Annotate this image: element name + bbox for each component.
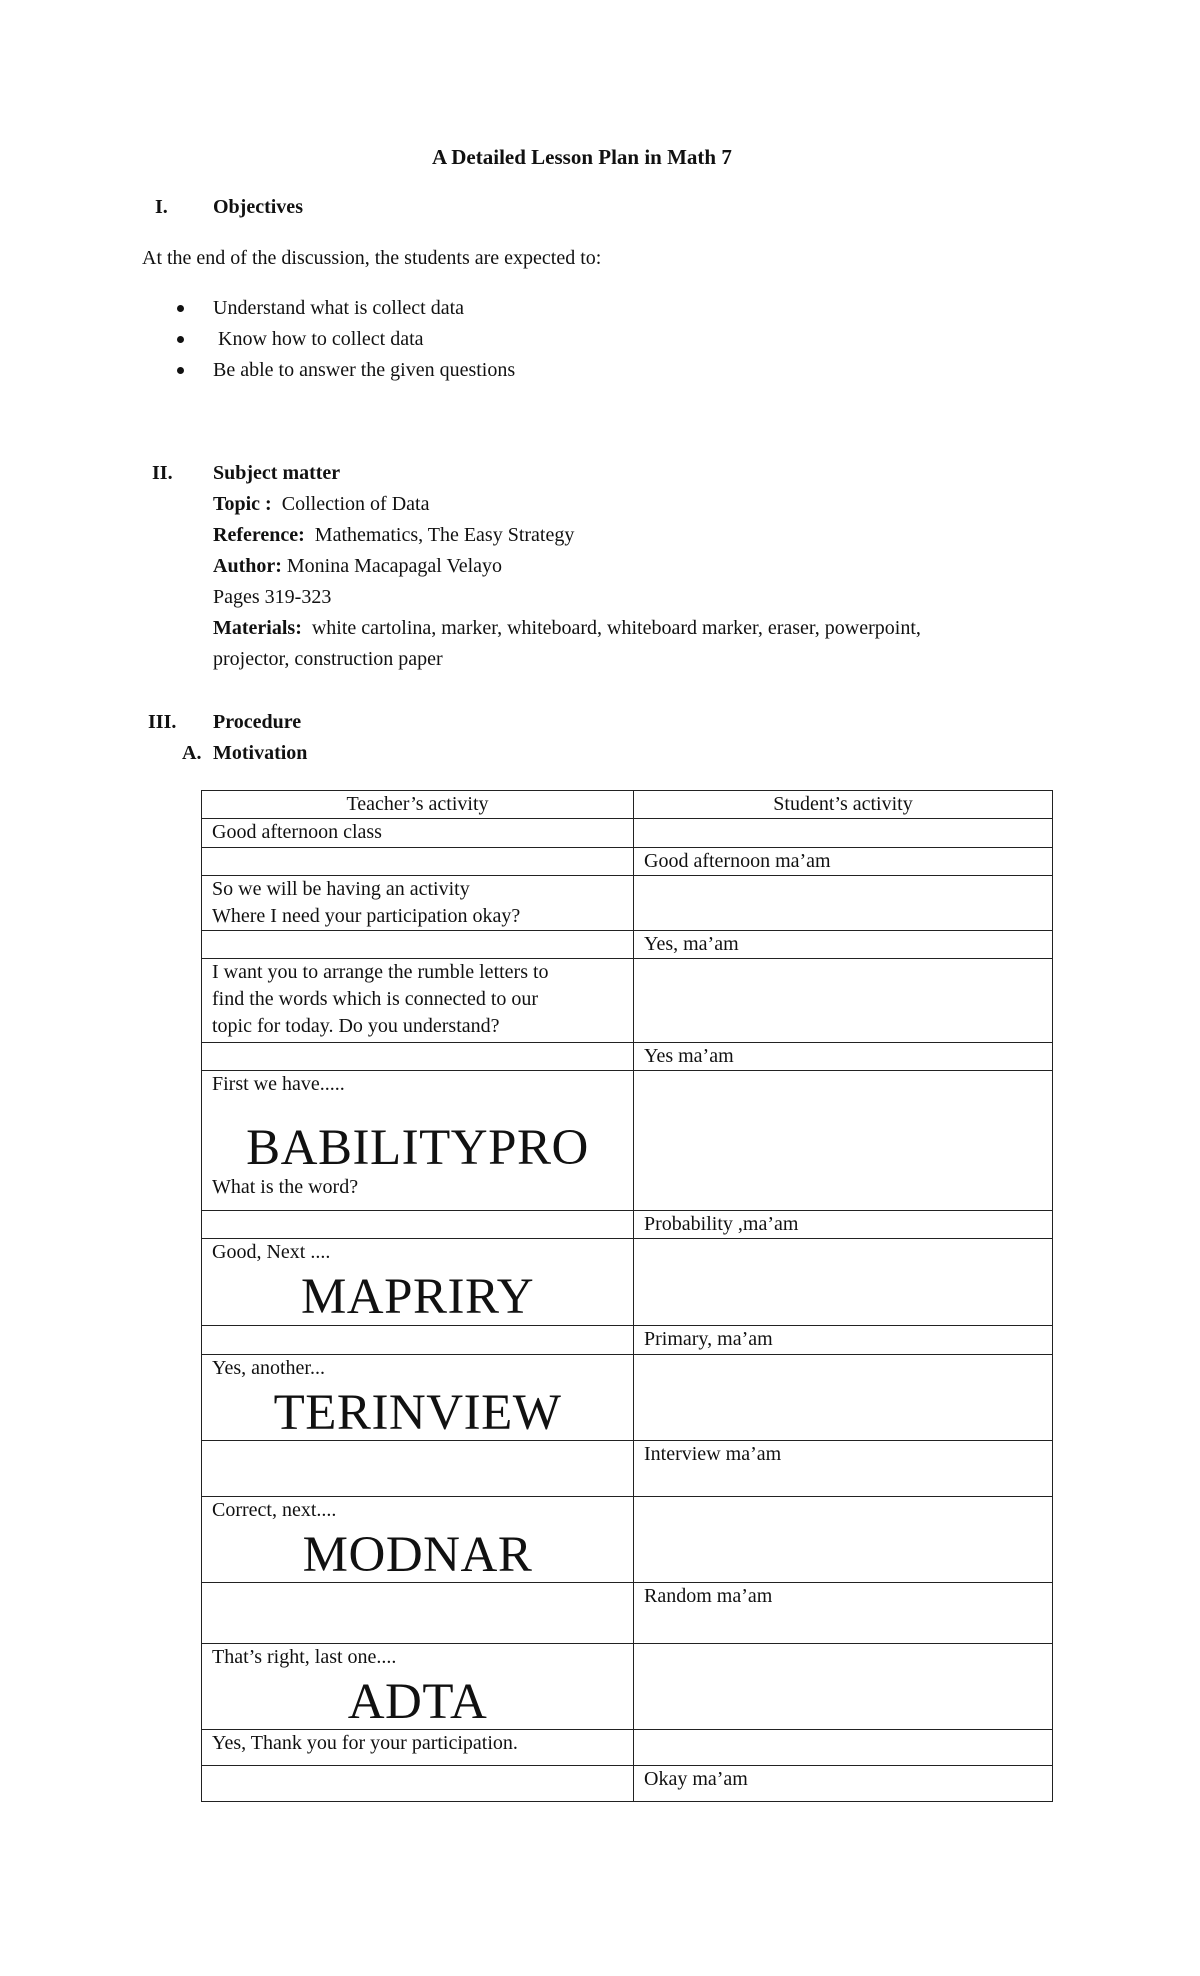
teacher-cell bbox=[202, 959, 634, 1043]
reference-label: Reference: bbox=[213, 524, 305, 546]
subsection-heading-motivation: Motivation bbox=[213, 742, 308, 764]
table-row bbox=[202, 819, 1053, 848]
teacher-cell bbox=[202, 1071, 634, 1211]
reference-line bbox=[213, 524, 574, 547]
table-row bbox=[202, 959, 1053, 1043]
teacher-line: So we will be having an activity bbox=[212, 878, 470, 900]
section-numeral-subject: II. bbox=[152, 462, 173, 484]
teacher-line: Where I need your participation okay? bbox=[212, 905, 521, 927]
table-row bbox=[202, 1211, 1053, 1239]
scrambled-word: ADTA bbox=[347, 1674, 488, 1730]
teacher-cell bbox=[202, 1766, 634, 1802]
teacher-line: Correct, next.... bbox=[212, 1499, 337, 1521]
student-cell bbox=[634, 1071, 1053, 1211]
bullet-icon bbox=[177, 305, 184, 312]
student-cell bbox=[634, 1644, 1053, 1730]
teacher-line: That’s right, last one.... bbox=[212, 1646, 397, 1668]
bullet-icon bbox=[177, 367, 184, 374]
teacher-cell bbox=[202, 1497, 634, 1583]
table-header-row bbox=[202, 791, 1053, 819]
scrambled-word: MODNAR bbox=[302, 1527, 533, 1583]
bullet-icon bbox=[177, 336, 184, 343]
table-row bbox=[202, 1355, 1053, 1441]
table-row bbox=[202, 931, 1053, 959]
teacher-cell: Yes, Thank you for your participation. bbox=[202, 1730, 634, 1766]
teacher-cell bbox=[202, 848, 634, 876]
objective-item: Be able to answer the given questions bbox=[213, 359, 516, 381]
teacher-cell bbox=[202, 1441, 634, 1497]
materials-value: white cartolina, marker, whiteboard, whiteboard marker, eraser, powerpoint, bbox=[311, 617, 921, 639]
table-row bbox=[202, 1043, 1053, 1071]
author-line bbox=[213, 555, 502, 578]
table-row bbox=[202, 1239, 1053, 1326]
student-cell: Yes, ma’am bbox=[634, 931, 1053, 959]
student-cell: Random ma’am bbox=[634, 1583, 1053, 1644]
materials-line bbox=[213, 617, 921, 640]
materials-label: Materials: bbox=[213, 617, 302, 639]
subsection-letter: A. bbox=[182, 742, 202, 764]
scrambled-word: BABILITYPRO bbox=[246, 1120, 589, 1176]
section-heading-objectives: Objectives bbox=[213, 196, 303, 218]
table-row bbox=[202, 876, 1053, 931]
student-cell bbox=[634, 1730, 1053, 1766]
student-cell bbox=[634, 1497, 1053, 1583]
table-row bbox=[202, 1730, 1053, 1766]
topic-label: Topic : bbox=[213, 493, 272, 515]
header-teacher-activity: Teacher’s activity bbox=[202, 791, 634, 819]
teacher-cell: Good afternoon class bbox=[202, 819, 634, 848]
section-heading-procedure: Procedure bbox=[213, 711, 302, 733]
section-numeral-procedure: III. bbox=[148, 711, 177, 733]
table-row bbox=[202, 1766, 1053, 1802]
teacher-cell bbox=[202, 931, 634, 959]
student-cell bbox=[634, 1355, 1053, 1441]
table-row bbox=[202, 1441, 1053, 1497]
objective-item: Know how to collect data bbox=[213, 328, 424, 350]
teacher-line: What is the word? bbox=[212, 1176, 359, 1198]
student-cell: Good afternoon ma’am bbox=[634, 848, 1053, 876]
student-cell bbox=[634, 876, 1053, 931]
teacher-line: First we have..... bbox=[212, 1073, 345, 1095]
teacher-line: Good, Next .... bbox=[212, 1241, 331, 1263]
materials-value-continued: projector, construction paper bbox=[213, 648, 443, 670]
pages-line: Pages 319-323 bbox=[213, 586, 332, 608]
teacher-cell bbox=[202, 1043, 634, 1071]
table-row bbox=[202, 1497, 1053, 1583]
student-cell: Probability ,ma’am bbox=[634, 1211, 1053, 1239]
table-row bbox=[202, 1071, 1053, 1211]
student-cell: Okay ma’am bbox=[634, 1766, 1053, 1802]
teacher-line: I want you to arrange the rumble letters to bbox=[212, 961, 549, 983]
scrambled-word: TERINVIEW bbox=[273, 1385, 562, 1441]
teacher-cell bbox=[202, 1644, 634, 1730]
student-cell bbox=[634, 959, 1053, 1043]
teacher-line: find the words which is connected to our bbox=[212, 988, 539, 1010]
objectives-intro: At the end of the discussion, the students are expected to: bbox=[142, 247, 602, 269]
table-row bbox=[202, 848, 1053, 876]
teacher-line: Yes, another... bbox=[212, 1357, 325, 1379]
author-label: Author: bbox=[213, 555, 282, 577]
teacher-cell bbox=[202, 1583, 634, 1644]
student-cell: Interview ma’am bbox=[634, 1441, 1053, 1497]
teacher-cell bbox=[202, 1239, 634, 1326]
objective-item: Understand what is collect data bbox=[213, 297, 465, 319]
reference-value: Mathematics, The Easy Strategy bbox=[314, 524, 575, 546]
table-row bbox=[202, 1644, 1053, 1730]
teacher-cell bbox=[202, 1211, 634, 1239]
topic-value: Collection of Data bbox=[281, 493, 430, 515]
document-title: A Detailed Lesson Plan in Math 7 bbox=[432, 145, 732, 169]
scrambled-word: MAPRIRY bbox=[300, 1269, 535, 1325]
table-row bbox=[202, 1326, 1053, 1355]
motivation-table bbox=[201, 790, 1053, 1802]
student-cell bbox=[634, 819, 1053, 848]
author-value: Monina Macapagal Velayo bbox=[286, 555, 503, 577]
teacher-cell bbox=[202, 876, 634, 931]
teacher-cell bbox=[202, 1326, 634, 1355]
table-row bbox=[202, 1583, 1053, 1644]
section-numeral-objectives: I. bbox=[155, 196, 168, 218]
topic-line bbox=[213, 493, 429, 516]
teacher-cell bbox=[202, 1355, 634, 1441]
section-heading-subject: Subject matter bbox=[213, 462, 341, 484]
student-cell: Yes ma’am bbox=[634, 1043, 1053, 1071]
student-cell bbox=[634, 1239, 1053, 1326]
header-student-activity: Student’s activity bbox=[634, 791, 1053, 819]
student-cell: Primary, ma’am bbox=[634, 1326, 1053, 1355]
teacher-line: topic for today. Do you understand? bbox=[212, 1015, 500, 1037]
